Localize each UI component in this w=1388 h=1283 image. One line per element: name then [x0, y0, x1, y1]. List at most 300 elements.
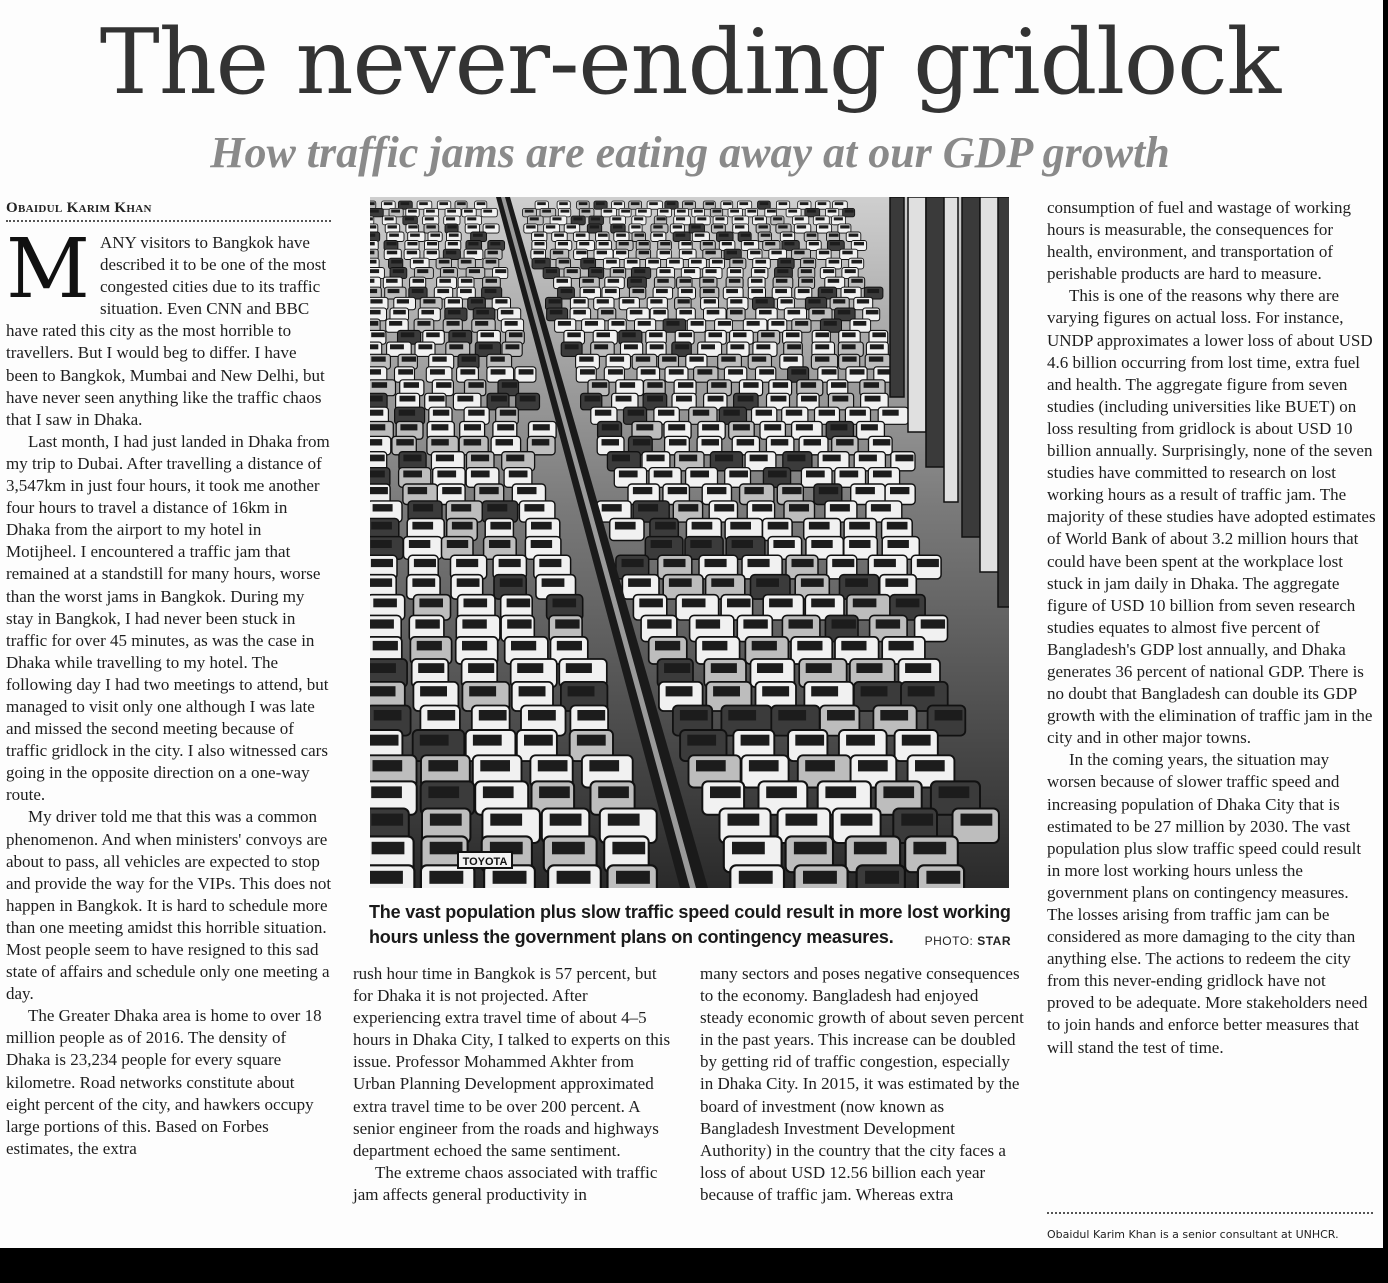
vehicle-window	[801, 396, 817, 402]
vehicle-window	[390, 344, 404, 349]
vehicle-window	[771, 396, 787, 402]
vehicle-window	[597, 251, 607, 255]
vehicle-window	[678, 382, 693, 388]
vehicle-window	[738, 396, 754, 402]
vehicle-window	[519, 686, 546, 696]
vehicle-window	[807, 234, 817, 237]
vehicle-window	[630, 279, 642, 283]
vehicle-window	[532, 439, 550, 445]
vehicle-window	[552, 217, 561, 220]
vehicle-window	[786, 332, 800, 337]
vehicle-window	[493, 871, 527, 884]
vehicle-window	[546, 269, 557, 273]
vehicle-window	[675, 344, 689, 349]
vehicle-window	[489, 540, 510, 548]
vehicle-window	[462, 641, 487, 651]
vehicle-window	[636, 424, 653, 430]
vehicle-window	[647, 455, 665, 462]
vehicle-window	[678, 299, 690, 303]
vehicle-window	[624, 344, 638, 349]
vehicle-window	[425, 217, 434, 220]
vehicle-window	[491, 369, 506, 374]
vehicle-window	[370, 439, 382, 445]
vehicle-window	[792, 559, 814, 567]
vehicle-window	[695, 234, 705, 237]
end-rule	[1047, 1212, 1373, 1214]
vehicle-window	[655, 641, 680, 651]
vehicle-window	[370, 251, 374, 255]
vehicle-window	[806, 471, 825, 478]
vehicle-window	[468, 225, 477, 228]
vehicle-window	[384, 202, 393, 205]
vehicle-window	[477, 202, 486, 205]
vehicle-window	[559, 260, 570, 264]
vehicle-window	[370, 396, 383, 402]
vehicle-window	[846, 735, 875, 746]
vehicle-window	[825, 786, 856, 798]
vehicle-window	[373, 504, 393, 511]
vehicle-window	[485, 225, 494, 228]
vehicle-window	[836, 439, 854, 445]
vehicle-window	[634, 269, 645, 273]
vehicle-window	[471, 471, 490, 478]
vehicle-window	[430, 234, 440, 237]
vehicle-window	[654, 471, 673, 478]
vehicle-window	[574, 299, 586, 303]
vehicle-window	[391, 210, 400, 213]
vehicle-window	[702, 641, 727, 651]
vehicle-window	[707, 487, 726, 494]
vehicle-window	[828, 210, 837, 213]
vehicle-window	[829, 234, 839, 237]
vehicle-window	[776, 279, 788, 283]
vehicle-window	[728, 369, 743, 374]
vehicle-window	[702, 424, 719, 430]
vehicle-window	[669, 369, 684, 374]
vehicle-window	[684, 269, 695, 273]
vehicle-window	[668, 487, 687, 494]
vehicle-window	[426, 332, 440, 337]
vehicle-window	[534, 251, 544, 255]
vehicle-window	[782, 487, 801, 494]
vehicle-window	[773, 382, 788, 388]
vehicle-window	[539, 559, 561, 567]
vehicle-window	[579, 242, 589, 246]
vehicle-window	[469, 686, 496, 696]
vehicle-window	[417, 641, 442, 651]
vehicle-window	[704, 299, 716, 303]
vehicle-window	[461, 260, 472, 264]
vehicle-window	[502, 382, 517, 388]
vehicle-window	[622, 559, 644, 567]
vehicle-window	[723, 202, 732, 205]
vehicle-window	[880, 710, 908, 721]
vehicle-window	[616, 251, 626, 255]
vehicle-window	[616, 234, 626, 237]
vehicle-window	[815, 344, 829, 349]
vehicle-window	[495, 299, 507, 303]
vehicle-window	[754, 269, 765, 273]
vehicle-window	[509, 332, 523, 337]
vehicle-window	[841, 641, 866, 651]
vehicle-window	[373, 641, 398, 651]
vehicle-window	[598, 234, 608, 237]
vehicle-window	[870, 344, 884, 349]
vehicle-window	[821, 289, 833, 293]
vehicle-window	[681, 242, 691, 246]
vehicle-window	[552, 842, 585, 855]
vehicle-window	[827, 710, 855, 721]
vehicle-window	[732, 842, 765, 855]
vehicle-window	[439, 260, 450, 264]
vehicle-window	[830, 424, 847, 430]
vehicle-window	[622, 299, 634, 303]
vehicle-window	[490, 522, 511, 530]
vehicle-window	[517, 487, 536, 494]
vehicle-window	[781, 299, 793, 303]
photo-caption	[369, 900, 1011, 954]
vehicle-window	[744, 242, 754, 246]
vehicle-window	[650, 344, 664, 349]
vehicle-window	[490, 814, 522, 826]
vehicle-window	[653, 225, 662, 228]
vehicle-window	[853, 599, 877, 608]
vehicle-window	[830, 504, 850, 511]
vehicle-window	[415, 619, 439, 628]
vehicle-window	[448, 299, 460, 303]
vehicle-window	[743, 619, 767, 628]
vehicle-window	[730, 269, 741, 273]
vehicle-window	[752, 504, 772, 511]
vehicle-window	[856, 487, 875, 494]
vehicle-window	[819, 225, 828, 228]
vehicle-window	[812, 310, 825, 315]
vehicle-window	[726, 289, 738, 293]
vehicle-window	[372, 842, 405, 855]
vehicle-window	[669, 578, 692, 587]
vehicle-window	[656, 289, 668, 293]
vehicle-window	[787, 344, 801, 349]
vehicle-window	[805, 760, 835, 771]
vehicle-window	[608, 369, 623, 374]
vehicle-window	[733, 424, 750, 430]
vehicle-window	[577, 735, 606, 746]
vehicle-window	[768, 471, 787, 478]
vehicle-window	[773, 217, 782, 220]
vehicle-window	[371, 559, 393, 567]
vehicle-window	[818, 202, 827, 205]
vehicle-window	[873, 471, 892, 478]
vehicle-window	[676, 234, 686, 237]
vehicle-window	[727, 599, 751, 608]
vehicle-window	[622, 332, 636, 337]
vehicle-window	[524, 735, 553, 746]
vehicle-window	[579, 357, 593, 362]
vehicle-window	[641, 369, 656, 374]
vehicle-window	[913, 842, 946, 855]
vehicle-window	[533, 424, 550, 430]
vehicle-window	[668, 424, 685, 430]
vehicle-window	[418, 663, 444, 673]
vehicle-window	[485, 289, 497, 293]
vehicle-window	[748, 559, 770, 567]
vehicle-window	[803, 260, 814, 264]
vehicle-window	[853, 321, 866, 326]
vehicle-window	[370, 310, 381, 315]
vehicle-window	[535, 260, 546, 264]
vehicle-window	[553, 251, 563, 255]
vehicle-window	[756, 299, 768, 303]
vehicle-window	[705, 251, 715, 255]
vehicle-window	[417, 321, 430, 326]
vehicle-window	[788, 210, 797, 213]
vehicle-window	[861, 424, 878, 430]
vehicle-window	[759, 310, 772, 315]
vehicle-window	[816, 217, 825, 220]
vehicle-window	[649, 202, 658, 205]
vehicle-window	[573, 217, 582, 220]
vehicle-window	[653, 310, 666, 315]
vehicle-window	[743, 382, 758, 388]
vehicle-window	[840, 225, 849, 228]
vehicle-window	[741, 234, 751, 237]
vehicle-window	[481, 332, 495, 337]
vehicle-window	[602, 439, 620, 445]
vehicle-window	[939, 786, 970, 798]
vehicle-window	[408, 210, 417, 213]
vehicle-window	[460, 289, 472, 293]
paragraph: In the coming years, the situation may worsen because of slower traffic speed and increasing population of Dhaka City that is estimated to be 27 million by 2030. The vast population plus slow traffic speed could result in more lost working hours unless the government plans on contingency measures. The losses arising from traffic jam can be considered as more damaging to the city than anything else. The actions to redeem the city from this never-ending gridlock have not proved to be adequate. More stakeholders need to join hands and enforce better measures that will stand the test of time.	[1047, 750, 1368, 1057]
vehicle-window	[711, 578, 734, 587]
vehicle-window	[791, 369, 806, 374]
vehicle-window	[788, 310, 801, 315]
vehicle-window	[733, 260, 744, 264]
vehicle-window	[471, 299, 483, 303]
vehicle-window	[573, 310, 586, 315]
vehicle-window	[719, 234, 729, 237]
vehicle-window	[388, 225, 397, 228]
vehicle-window	[711, 382, 726, 388]
vehicle-window	[750, 251, 760, 255]
vehicle-window	[561, 210, 570, 213]
vehicle-window	[370, 735, 399, 746]
vehicle-window	[412, 289, 424, 293]
vehicle-window	[657, 217, 666, 220]
vehicle-window	[388, 289, 400, 293]
vehicle-window	[437, 471, 456, 478]
vehicle-window	[828, 279, 840, 283]
vehicle-window	[550, 814, 582, 826]
vehicle-window	[728, 814, 760, 826]
vehicle-window	[457, 578, 480, 587]
vehicle-window	[851, 260, 862, 264]
vehicle-window	[819, 487, 838, 494]
vehicle-window	[490, 242, 500, 246]
vehicle-window	[908, 686, 935, 696]
vehicle-window	[371, 357, 385, 362]
vehicle-window	[437, 289, 449, 293]
vehicle-window	[370, 871, 403, 884]
vehicle-window	[873, 439, 891, 445]
vehicle-window	[585, 321, 598, 326]
vehicle-window	[872, 332, 886, 337]
vehicle-window	[838, 310, 851, 315]
vehicle-window	[557, 641, 582, 651]
vehicle-window	[567, 269, 578, 273]
vehicle-window	[370, 471, 385, 478]
vehicle-window	[732, 540, 753, 548]
vehicle-window	[638, 321, 651, 326]
vehicle-window	[603, 210, 612, 213]
vehicle-window	[519, 369, 534, 374]
vehicle-window	[452, 332, 466, 337]
vehicle-window	[370, 424, 385, 430]
vehicle-window	[833, 299, 845, 303]
vehicle-window	[744, 487, 763, 494]
vehicle-window	[403, 455, 421, 462]
vehicle-window	[800, 202, 809, 205]
vehicle-window	[429, 396, 445, 402]
vehicle-window	[371, 522, 392, 530]
vehicle-window	[730, 299, 742, 303]
traffic-jam-image	[370, 197, 1009, 888]
vehicle-window	[436, 455, 454, 462]
vehicle-window	[692, 522, 713, 530]
vehicle-window	[650, 299, 662, 303]
vehicle-window	[439, 279, 451, 283]
caption-text: The vast population plus slow traffic speed could result in more lost working hours unless the government plans on contingency measures.	[369, 902, 1011, 947]
vehicle-window	[602, 424, 619, 430]
vehicle-window	[374, 710, 402, 721]
vehicle-window	[866, 310, 879, 315]
vehicle-window	[771, 251, 781, 255]
vehicle-window	[491, 396, 507, 402]
vehicle-window	[464, 424, 481, 430]
vehicle-window	[428, 786, 459, 798]
vehicle-window	[901, 814, 933, 826]
vehicle-window	[576, 251, 586, 255]
vehicle-window	[396, 439, 414, 445]
vehicle-window	[819, 251, 829, 255]
vehicle-window	[468, 410, 484, 416]
vehicle-window	[370, 663, 396, 673]
vehicle-window	[397, 299, 409, 303]
vehicle-window	[371, 332, 385, 337]
vehicle-window	[759, 369, 774, 374]
vehicle-window	[795, 217, 804, 220]
paragraph: MANY visitors to Bangkok have described it to be one of the most congested cities due to its traffic situation. Even CNN and BBC have rated this city as the most horrible to travellers. But I would beg to differ. I have been to Bangkok, Mumbai and New Delhi, but have never seen anything like the traffic chaos that I saw in Dhaka.	[6, 222, 327, 429]
article-column-1	[6, 222, 332, 1160]
vehicle-window	[506, 344, 520, 349]
vehicle-window	[811, 540, 832, 548]
vehicle-window	[526, 225, 535, 228]
vehicle-window	[633, 487, 652, 494]
vehicle-window	[370, 210, 379, 213]
vehicle-window	[469, 269, 480, 273]
vehicle-window	[798, 289, 810, 293]
vehicle-window	[710, 786, 741, 798]
vehicle-window	[703, 289, 715, 293]
vehicle-window	[452, 522, 473, 530]
vehicle-window	[616, 396, 632, 402]
vehicle-window	[468, 382, 483, 388]
vehicle-window	[824, 321, 837, 326]
vehicle-window	[373, 599, 397, 608]
vehicle-window	[701, 344, 715, 349]
vehicle-window	[703, 242, 713, 246]
vehicle-window	[614, 202, 623, 205]
vehicle-window	[505, 321, 518, 326]
vehicle-window	[739, 871, 773, 884]
vehicle-window	[566, 663, 592, 673]
vehicle-window	[509, 471, 528, 478]
vehicle-window	[687, 735, 716, 746]
vehicle-window	[370, 260, 377, 264]
vehicle-window	[730, 522, 751, 530]
vehicle-window	[801, 279, 813, 283]
vehicle-window	[765, 242, 775, 246]
vehicle-window	[430, 369, 445, 374]
vehicle-window	[628, 410, 644, 416]
vehicle-window	[462, 357, 476, 362]
vehicle-window	[524, 504, 544, 511]
vehicle-window	[373, 760, 403, 771]
vehicle-window	[764, 424, 781, 430]
vehicle-window	[638, 210, 647, 213]
vehicle-window	[486, 279, 498, 283]
vehicle-window	[408, 225, 417, 228]
vehicle-window	[803, 871, 837, 884]
vehicle-window	[811, 599, 835, 608]
vehicle-window	[635, 234, 645, 237]
vehicle-window	[426, 210, 435, 213]
vehicle-window	[784, 242, 794, 246]
vehicle-window	[679, 332, 693, 337]
vehicle-window	[499, 559, 521, 567]
vehicle-window	[831, 382, 846, 388]
vehicle-window	[630, 310, 643, 315]
vehicle-window	[599, 242, 609, 246]
vehicle-window	[537, 202, 546, 205]
vehicle-window	[370, 279, 374, 283]
vehicle-window	[685, 202, 694, 205]
vehicle-window	[413, 279, 425, 283]
vehicle-window	[559, 202, 568, 205]
vehicle-window	[405, 217, 414, 220]
vehicle-window	[735, 217, 744, 220]
vehicle-window	[468, 242, 478, 246]
vehicle-window	[462, 619, 486, 628]
vehicle-window	[705, 559, 727, 567]
vehicle-window	[370, 289, 377, 293]
vehicle-window	[865, 396, 881, 402]
vehicle-window	[483, 210, 492, 213]
vehicle-window	[664, 663, 690, 673]
vehicle-window	[830, 242, 840, 246]
vehicle-window	[856, 663, 882, 673]
vehicle-window	[403, 471, 422, 478]
traffic-photo	[370, 197, 1009, 888]
vehicle-window	[620, 382, 635, 388]
vehicle-window	[885, 578, 908, 587]
vehicle-window	[706, 269, 717, 273]
vehicle-window	[631, 202, 640, 205]
vehicle-window	[399, 410, 415, 416]
vehicle-window	[728, 710, 756, 721]
vehicle-window	[427, 242, 437, 246]
vehicle-window	[708, 396, 724, 402]
vehicle-window	[480, 760, 510, 771]
